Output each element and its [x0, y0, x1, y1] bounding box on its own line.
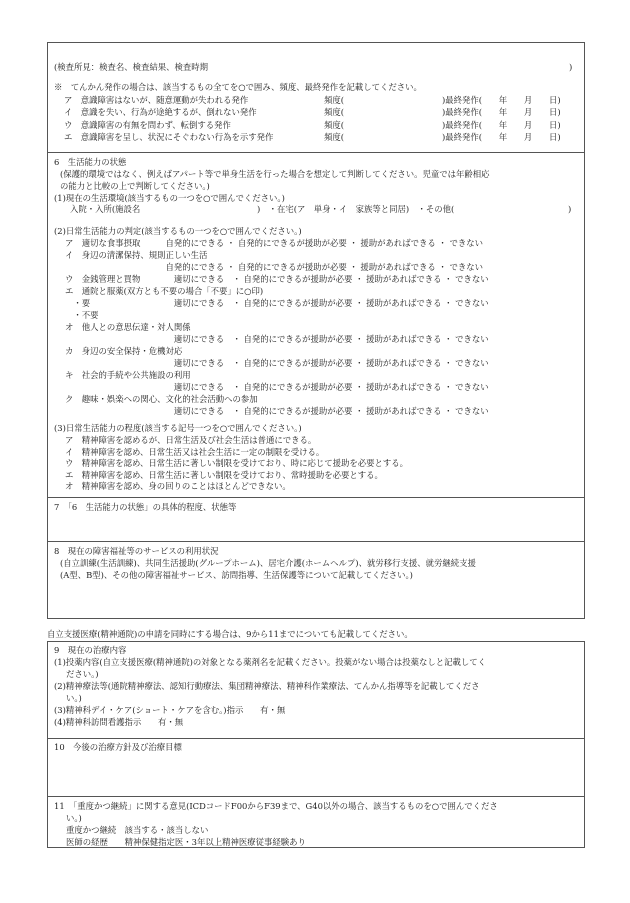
judge-item: ク 趣味・娯楽への関心、文化的社会活動への参加 — [65, 394, 258, 404]
section-8-line-2: (A型、B型)、その他の障害福祉サービス、訪問指導、生活保護等について記載してください。) — [60, 570, 413, 580]
degree-item: ア 精神障害を認めるが、日常生活及び社会生活は普通にできる。 — [65, 435, 317, 445]
outpatient-notice: 自立支援医療(精神通院)の申請を同時にする場合は、9から11までについても記載してください。 — [47, 629, 413, 639]
form-upper — [47, 42, 585, 619]
judge-item: 適切にできる ・ 自発的にできるが援助が必要 ・ 援助があればできる ・ できない — [65, 406, 489, 416]
medication: (1)投薬内容(自立支援医療(精神通院)の対象となる薬剤名を記載ください。投薬がない場合は投薬なしと記載してく — [54, 657, 487, 667]
epilepsy-row-c: ウ 意識障害の有無を問わず、転倒する発作 — [64, 120, 231, 130]
degree-item: ウ 精神障害を認め、日常生活に著しい制限を受けており、時に応じて援助を必要とする。 — [65, 458, 409, 468]
doctor-career: 医師の経歴 精神保健指定医・3年以上精神医療従事経験あり — [66, 837, 306, 847]
epilepsy-row-d: エ 意識障害を呈し、状況にそぐわない行為を示す発作 — [64, 132, 274, 142]
section-6-intro-2: の能力と比較の上で判断してください。) — [60, 181, 210, 191]
epilepsy-freq-d: 頻度( — [324, 132, 345, 142]
epilepsy-freq-a: 頻度( — [324, 95, 345, 105]
section-7-title: 7 「6 生活能力の状態」の具体的程度、状態等 — [54, 502, 237, 512]
section-10-title: 10 今後の治療方針及び治療目標 — [54, 742, 182, 752]
judge-item: ウ 金銭管理と買物 適切にできる ・ 自発的にできるが援助が必要 ・ 援助があればできる ・ できない — [65, 274, 489, 284]
degree-item: イ 精神障害を認め、日常生活又は社会生活に一定の制限を受ける。 — [65, 446, 325, 457]
env-option-home: ) ・在宅(ア 単身・イ 家族等と同居) ・その他( — [257, 204, 455, 214]
judge-item: ア 適切な食事摂取 自発的にできる ・ 自発的にできるが援助が必要 ・ 援助があればできる ・ できない — [65, 238, 483, 248]
section-11-title: 11 「重度かつ継続」に関する意見(ICDコードF00からF39まで、G40以外の場合、該当するものを○で囲んでくださ — [54, 801, 498, 811]
epilepsy-last-d: )最終発作( 年 月 日) — [442, 132, 561, 142]
section-8-line-1: (自立訓練(生活訓練)、共同生活援助(グループホーム)、居宅介護(ホームヘルプ)、就労移行支援、就労継続支援 — [60, 558, 476, 568]
degree-item: エ 精神障害を認め、日常生活に著しい制限を受けており、常時援助を必要とする。 — [65, 469, 383, 480]
judge-item: 適切にできる ・ 自発的にできるが援助が必要 ・ 援助があればできる ・ できない — [65, 334, 489, 344]
section-6-title: 6 生活能力の状態 — [54, 157, 127, 167]
env-close: ) — [568, 204, 572, 214]
severity-option: 重度かつ継続 該当する・該当しない — [66, 825, 209, 835]
epilepsy-row-a: ア 意識障害はないが、随意運動が失われる発作 — [64, 95, 249, 105]
epilepsy-last-a: )最終発作( 年 月 日) — [442, 95, 561, 105]
judge-item: ・不要 — [65, 310, 99, 320]
psychotherapy: (2)精神療法等(通院精神療法、認知行動療法、集団精神療法、精神科作業療法、てんかん指導等を記載してくださ — [54, 681, 480, 691]
judge-title: (2)日常生活能力の判定(該当するもの一つを○で囲んでください。) — [54, 226, 302, 236]
day-care: (3)精神科デイ・ケア(ショート・ケアを含む。)指示 有・無 — [54, 705, 286, 715]
epilepsy-last-b: )最終発作( 年 月 日) — [442, 107, 561, 117]
section-6-intro-1: (保護的環境ではなく、例えばアパート等で単身生活を行った場合を想定して判断してください。児童では年齢相応 — [60, 169, 490, 179]
exam-findings-close: ) — [569, 62, 573, 72]
visiting-nursing: (4)精神科訪問看護指示 有・無 — [54, 717, 184, 727]
exam-findings: (検査所見：検査名、検査結果、検査時期 — [54, 62, 209, 72]
epilepsy-last-c: )最終発作( 年 月 日) — [442, 120, 561, 130]
degree-title: (3)日常生活能力の程度(該当する記号一つを○で囲んでください。) — [54, 423, 302, 433]
judge-item: エ 通院と服薬(双方とも不要の場合「不要」に○印) — [65, 286, 264, 296]
epilepsy-row-b: イ 意識を失い、行為が途絶するが、倒れない発作 — [64, 107, 257, 117]
judge-item: カ 身辺の安全保持・危機対応 — [65, 346, 183, 356]
env-option-facility: 入院・入所(施設名 — [70, 204, 141, 214]
judge-item: オ 他人との意思伝達・対人関係 — [65, 322, 191, 332]
judge-item: キ 社会的手続や公共施設の利用 — [65, 370, 191, 380]
degree-item: オ 精神障害を認め、身の回りのことはほとんどできない。 — [65, 481, 291, 491]
epilepsy-freq-b: 頻度( — [324, 107, 345, 117]
section-8-title: 8 現在の障害福祉等のサービスの利用状況 — [54, 546, 219, 556]
section-9-title: 9 現在の治療内容 — [54, 645, 127, 655]
section-7-details — [48, 497, 584, 541]
section-8-services — [48, 541, 584, 618]
section-6-living-ability — [48, 152, 584, 497]
epilepsy-freq-c: 頻度( — [324, 120, 345, 130]
medication-cont: ださい。) — [66, 669, 99, 679]
section-10-plan — [48, 738, 584, 796]
judge-item: ・要 適切にできる ・ 自発的にできるが援助が必要 ・ 援助があればできる ・ できない — [65, 298, 489, 308]
section-11-severity — [48, 796, 584, 847]
env-title: (1)現在の生活環境(該当するもの一つを○で囲んでください。) — [54, 193, 285, 203]
section-5-exam — [48, 43, 584, 152]
judge-item: 適切にできる ・ 自発的にできるが援助が必要 ・ 援助があればできる ・ できない — [65, 382, 489, 392]
judge-item: 適切にできる ・ 自発的にできるが援助が必要 ・ 援助があればできる ・ できない — [65, 358, 489, 368]
form-lower — [47, 641, 585, 848]
judge-item: イ 身辺の清潔保持、規則正しい生活 — [65, 250, 208, 260]
section-11-title-cont: い。) — [66, 813, 82, 823]
psychotherapy-cont: い。) — [66, 693, 82, 703]
section-9-treatment — [48, 642, 584, 738]
epilepsy-note: ※ てんかん発作の場合は、該当するもの全てを○で囲み、頻度、最終発作を記載してください。 — [54, 82, 422, 92]
judge-item: 自発的にできる ・ 自発的にできるが援助が必要 ・ 援助があればできる ・ できない — [65, 262, 483, 272]
